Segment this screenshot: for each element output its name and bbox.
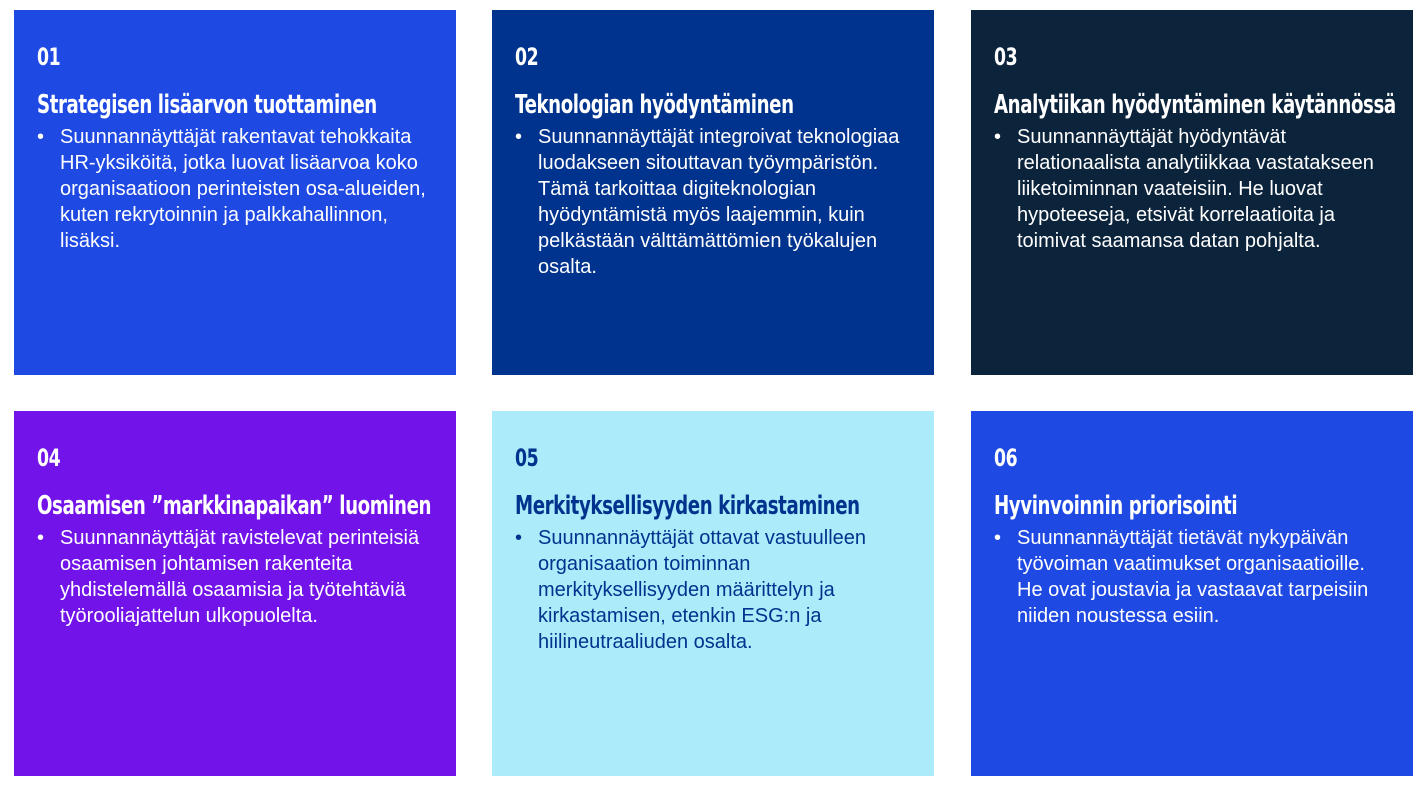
card-purpose: [492, 411, 934, 776]
bullet-icon: •: [515, 126, 523, 148]
card-wellbeing: [971, 411, 1413, 776]
card-number: 03: [994, 43, 1018, 71]
card-number: 04: [37, 444, 61, 472]
card-title: Merkityksellisyyden kirkastaminen: [515, 491, 860, 521]
card-number: 05: [515, 444, 539, 472]
card-text: Suunnannäyttäjät hyödyntävät relationaalista analytiikkaa vastatakseen liiketoiminnan vaateisiin. He luovat hypoteeseja, etsivät korrelaatioita ja toimivat saamansa datan pohjalta.: [1017, 126, 1374, 252]
card-number: 01: [37, 43, 61, 71]
bullet-item: [994, 124, 1390, 254]
bullet-item: [37, 124, 433, 254]
bullet-icon: •: [515, 527, 523, 549]
card-text: Suunnannäyttäjät ravistelevat perinteisiä osaamisen johtamisen rakenteita yhdistelemällä osaamisia ja työtehtäviä työrooliajattelun ulkopuolelta.: [60, 527, 420, 627]
bullet-icon: •: [994, 126, 1002, 148]
card-text: Suunnannäyttäjät ottavat vastuulleen organisaation toiminnan merkityksellisyyden määrittelyn ja kirkastamisen, etenkin ESG:n ja hiilineutraaliuden osalta.: [538, 527, 867, 653]
card-strategic-value: [14, 10, 456, 375]
card-skills-marketplace: [14, 411, 456, 776]
card-analytics: [971, 10, 1413, 375]
bullet-icon: •: [994, 527, 1002, 549]
bullet-item: [515, 525, 911, 655]
card-text: Suunnannäyttäjät rakentavat tehokkaita HR-yksiköitä, jotka luovat lisäarvoa koko organisaatioon perinteisten osa-alueiden, kuten rekrytoinnin ja palkkahallinnon, lisäksi.: [60, 126, 426, 252]
card-text: Suunnannäyttäjät tietävät nykypäivän työvoiman vaatimukset organisaatioille. He ovat joustavia ja vastaavat tarpeisiin niiden noustessa esiin.: [1017, 527, 1369, 627]
card-title: Osaamisen ”markkinapaikan” luominen: [37, 491, 432, 521]
card-technology: [492, 10, 934, 375]
card-number: 02: [515, 43, 539, 71]
card-number: 06: [994, 444, 1018, 472]
card-title: Strategisen lisäarvon tuottaminen: [37, 90, 377, 120]
bullet-item: [515, 124, 911, 280]
card-title: Teknologian hyödyntäminen: [515, 90, 794, 120]
bullet-icon: •: [37, 126, 45, 148]
bullet-icon: •: [37, 527, 45, 549]
card-title: Analytiikan hyödyntäminen käytännössä: [994, 90, 1396, 120]
bullet-item: [994, 525, 1390, 629]
card-text: Suunnannäyttäjät integroivat teknologiaa luodakseen sitouttavan työympäristön. Tämä tarkoittaa digiteknologian hyödyntämistä myös laajemmin, kuin pelkästään välttämättömien työkalujen osalta.: [538, 126, 900, 278]
bullet-item: [37, 525, 433, 629]
card-title: Hyvinvoinnin priorisointi: [994, 491, 1238, 521]
